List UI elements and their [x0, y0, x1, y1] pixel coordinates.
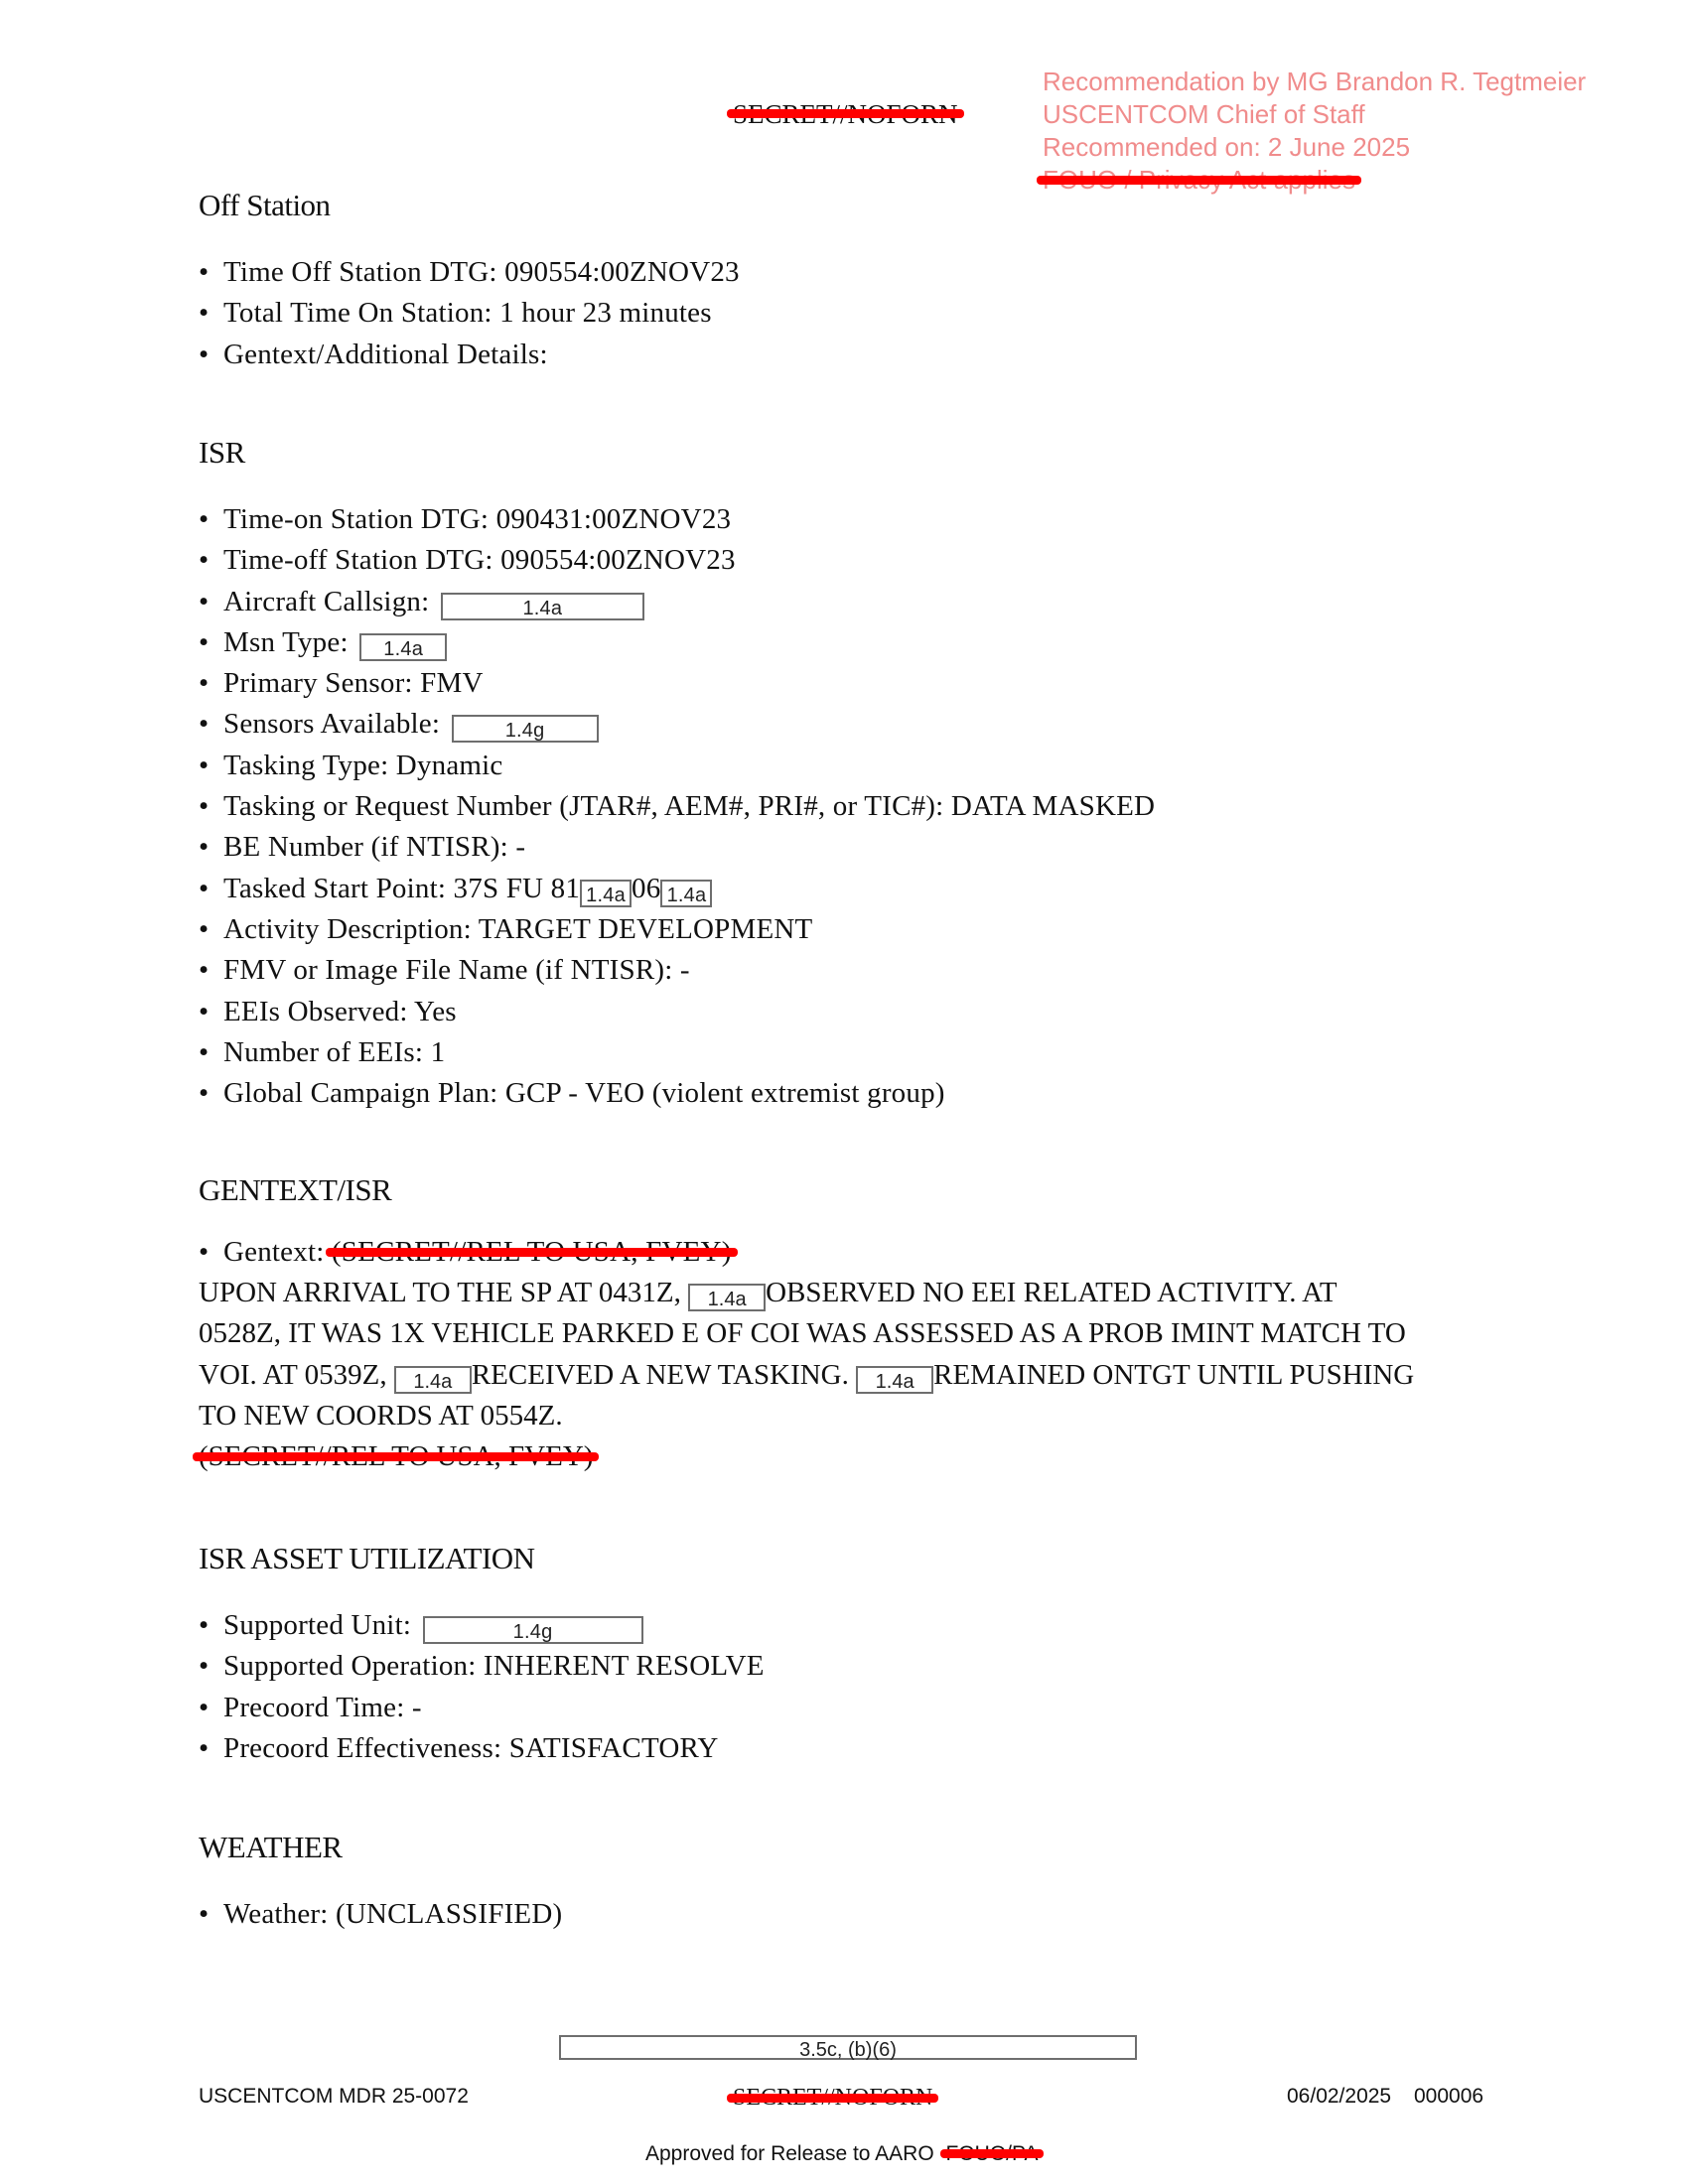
- list-item: [199, 582, 1155, 622]
- gentext-line: 0528Z, IT WAS 1X VEHICLE PARKED E OF COI WAS ASSESSED AS A PROB IMINT MATCH TO: [199, 1317, 1406, 1350]
- gentext-line: [199, 1273, 1509, 1313]
- footer-approval-marking-strike: [940, 2149, 1045, 2158]
- footer-page-number: 000006: [1414, 2085, 1484, 2108]
- stamp-line-recommender: Recommendation by MG Brandon R. Tegtmeier: [1043, 67, 1587, 96]
- gentext-classification-close: [199, 1436, 593, 1477]
- list-item: • Total Time On Station: 1 hour 23 minutes: [199, 293, 740, 334]
- stamp-line-date: Recommended on: 2 June 2025: [1043, 132, 1411, 162]
- list-item: • Time-on Station DTG: 090431:00ZNOV23: [199, 499, 1155, 540]
- list-item: • Primary Sensor: FMV: [199, 663, 1155, 704]
- footer-classification-strike: [727, 2094, 938, 2103]
- list-item: • Number of EEIs: 1: [199, 1032, 1155, 1073]
- footer-approval-marking: [946, 2142, 1039, 2166]
- gentext-label: Gentext:: [223, 1236, 325, 1268]
- list-item: • BE Number (if NTISR): -: [199, 827, 1155, 868]
- callsign-redaction: 1.4a: [441, 593, 644, 620]
- recommendation-stamp: [1043, 66, 1586, 197]
- gentext-line: TO NEW COORDS AT 0554Z.: [199, 1399, 563, 1432]
- list-item: • Tasking or Request Number (JTAR#, AEM#, PRI#, or TIC#): DATA MASKED: [199, 786, 1155, 827]
- start-point-redaction-2: 1.4a: [660, 880, 712, 907]
- gentext-classification-open-strike: [326, 1248, 738, 1257]
- stamp-line-title: USCENTCOM Chief of Staff: [1043, 99, 1365, 129]
- gentext-segment: RECEIVED A NEW TASKING.: [471, 1358, 849, 1391]
- header-classification-strike: [727, 109, 964, 118]
- list-item: • EEIs Observed: Yes: [199, 992, 1155, 1032]
- supported-unit-label: Supported Unit:: [223, 1609, 412, 1641]
- msn-type-redaction: 1.4a: [359, 633, 447, 661]
- footer-redaction: 3.5c, (b)(6): [559, 2035, 1137, 2060]
- weather-heading: WEATHER: [199, 1830, 343, 1864]
- footer-case-number: USCENTCOM MDR 25-0072: [199, 2085, 469, 2108]
- gentext-classification-open: [332, 1232, 732, 1273]
- list-item: [199, 704, 1155, 745]
- start-point-redaction-1: 1.4a: [580, 880, 632, 907]
- list-item: [199, 869, 1155, 909]
- gentext-line: [199, 1436, 1509, 1477]
- list-item: • Supported Operation: INHERENT RESOLVE: [199, 1646, 765, 1687]
- list-item: • Time-off Station DTG: 090554:00ZNOV23: [199, 540, 1155, 581]
- callsign-label: Aircraft Callsign:: [223, 585, 430, 617]
- list-item: • Weather: (UNCLASSIFIED): [199, 1894, 562, 1935]
- list-item: • Tasking Type: Dynamic: [199, 746, 1155, 786]
- gentext-segment: REMAINED ONTGT UNTIL PUSHING: [933, 1358, 1415, 1391]
- off-station-heading: Off Station: [199, 188, 331, 222]
- isr-list: [199, 499, 1155, 1114]
- gentext-classification-close-strike: [193, 1452, 599, 1461]
- gentext-redaction-1: 1.4a: [688, 1284, 766, 1311]
- list-item: [199, 1232, 732, 1273]
- list-item: [199, 1605, 765, 1646]
- gentext-list: [199, 1232, 732, 1273]
- footer-classification: [733, 2085, 932, 2112]
- list-item: • Time Off Station DTG: 090554:00ZNOV23: [199, 252, 740, 293]
- off-station-list: [199, 252, 740, 375]
- gentext-segment: VOI. AT 0539Z,: [199, 1358, 387, 1391]
- sensors-redaction: 1.4g: [452, 715, 599, 743]
- gentext-redaction-2: 1.4a: [394, 1366, 472, 1394]
- gentext-redaction-3: 1.4a: [856, 1366, 933, 1394]
- gentext-body: [199, 1273, 1509, 1477]
- header-classification: [733, 99, 958, 130]
- footer-date: 06/02/2025: [1287, 2085, 1392, 2108]
- footer-approval-text: Approved for Release to AARO: [645, 2142, 934, 2165]
- stamp-line-fouo: [1043, 164, 1355, 197]
- gentext-segment: UPON ARRIVAL TO THE SP AT 0431Z,: [199, 1277, 681, 1308]
- footer-approval: [645, 2142, 1038, 2166]
- supported-unit-redaction: 1.4g: [423, 1616, 643, 1644]
- list-item: • Precoord Effectiveness: SATISFACTORY: [199, 1728, 765, 1769]
- list-item: • Precoord Time: -: [199, 1688, 765, 1728]
- list-item: • Activity Description: TARGET DEVELOPMENT: [199, 909, 1155, 950]
- gentext-line: [199, 1355, 1509, 1396]
- gentext-segment: OBSERVED NO EEI RELATED ACTIVITY. AT: [766, 1277, 1337, 1308]
- start-point-prefix: Tasked Start Point: 37S FU 81: [223, 872, 581, 904]
- isr-heading: ISR: [199, 435, 245, 470]
- sensors-label: Sensors Available:: [223, 708, 441, 741]
- msn-type-label: Msn Type:: [223, 625, 349, 658]
- weather-list: [199, 1894, 562, 1935]
- asset-utilization-heading: ISR ASSET UTILIZATION: [199, 1541, 535, 1575]
- list-item: • Global Campaign Plan: GCP - VEO (violent extremist group): [199, 1073, 1155, 1114]
- list-item: • Gentext/Additional Details:: [199, 335, 740, 375]
- list-item: • FMV or Image File Name (if NTISR): -: [199, 950, 1155, 991]
- asset-utilization-list: [199, 1605, 765, 1769]
- gentext-isr-heading: GENTEXT/ISR: [199, 1172, 392, 1207]
- start-point-mid: 06: [632, 872, 661, 904]
- stamp-fouo-strike: [1037, 176, 1361, 185]
- list-item: [199, 622, 1155, 663]
